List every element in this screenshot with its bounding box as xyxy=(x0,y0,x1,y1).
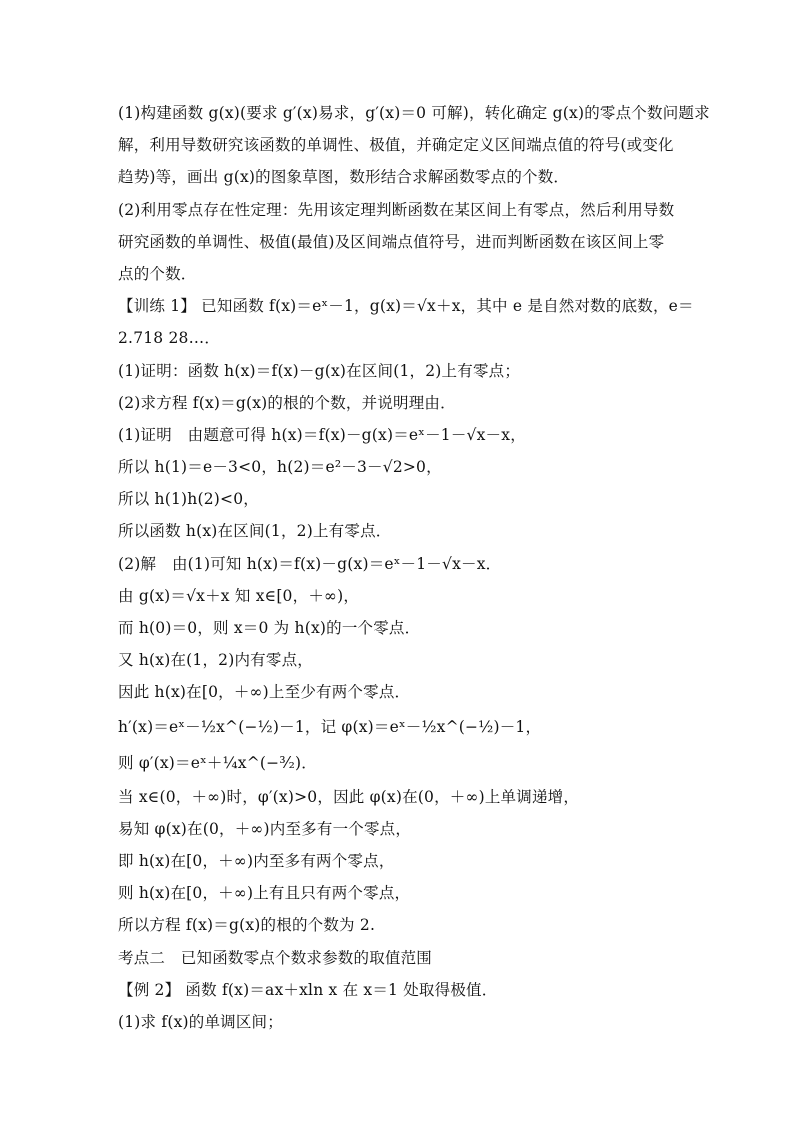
training-1-heading: 【训练 1】 已知函数 f(x)＝eˣ－1，g(x)＝√x＋x，其中 e 是自然对数的底数，e＝ xyxy=(118,297,694,316)
question-1: (1)证明：函数 h(x)＝f(x)－g(x)在区间(1，2)上有零点； xyxy=(118,361,521,380)
text-line-8: 2.718 28…． xyxy=(118,329,221,348)
text-line-24: 即 h(x)在[0，＋∞)内至多有两个零点， xyxy=(118,851,395,870)
text-line-26: 所以方程 f(x)＝g(x)的根的个数为 2. xyxy=(118,916,376,935)
text-line-16: 由 g(x)＝√x＋x 知 x∈[0，＋∞)， xyxy=(118,586,360,605)
example-2-heading: 【例 2】 函数 f(x)＝ax＋xln x 在 x＝1 处取得极值． xyxy=(118,980,498,999)
phi-derivative-line: 则 φ′(x)＝eˣ＋¼x^(−³⁄₂)． xyxy=(118,753,317,772)
text-line-6: 点的个数． xyxy=(118,264,197,283)
section-heading-2: 考点二 已知函数零点个数求参数的取值范围 xyxy=(118,948,433,967)
text-line-22: 当 x∈(0，＋∞)时，φ′(x)>0，因此 φ(x)在(0，＋∞)上单调递增， xyxy=(118,787,580,806)
text-line-25: 则 h(x)在[0，＋∞)上有且只有两个零点， xyxy=(118,884,411,903)
text-line-13: 所以 h(1)h(2)<0， xyxy=(118,490,259,509)
text-line-3: 趋势)等，画出 g(x)的图象草图，数形结合求解函数零点的个数． xyxy=(118,168,570,187)
text-line-14: 所以函数 h(x)在区间(1，2)上有零点． xyxy=(118,522,392,541)
question-2: (2)求方程 f(x)＝g(x)的根的个数，并说明理由． xyxy=(118,393,456,412)
solution-2-start: (2)解 由(1)可知 h(x)＝f(x)－g(x)＝eˣ－1－√x－x． xyxy=(118,554,502,573)
text-line-2: 解，利用导数研究该函数的单调性、极值，并确定定义区间端点值的符号(或变化 xyxy=(118,136,674,155)
text-line-19: 因此 h(x)在[0，＋∞)上至少有两个零点． xyxy=(118,683,411,702)
text-line-17: 而 h(0)＝0，则 x＝0 为 h(x)的一个零点． xyxy=(118,619,421,637)
text-line-1: (1)构建函数 g(x)(要求 g′(x)易求，g′(x)＝0 可解)，转化确定 g(x)的零点个数问题求 xyxy=(118,104,710,122)
text-line-12: 所以 h(1)＝e－3<0，h(2)＝e²－3－√2>0， xyxy=(118,458,442,477)
text-line-4: (2)利用零点存在性定理：先用该定理判断函数在某区间上有零点，然后利用导数 xyxy=(118,200,675,219)
text-line-18: 又 h(x)在(1，2)内有零点， xyxy=(118,651,313,670)
text-line-23: 易知 φ(x)在(0，＋∞)内至多有一个零点， xyxy=(118,819,412,838)
text-line-5: 研究函数的单调性、极值(最值)及区间端点值符号，进而判断函数在该区间上零 xyxy=(118,232,665,251)
derivative-line: h′(x)＝eˣ－½x^(−½)－1，记 φ(x)＝eˣ－½x^(−½)－1， xyxy=(118,717,542,736)
example-2-question-1: (1)求 f(x)的单调区间； xyxy=(118,1012,283,1031)
proof-1-start: (1)证明 由题意可得 h(x)＝f(x)－g(x)＝eˣ－1－√x－x， xyxy=(118,425,526,444)
